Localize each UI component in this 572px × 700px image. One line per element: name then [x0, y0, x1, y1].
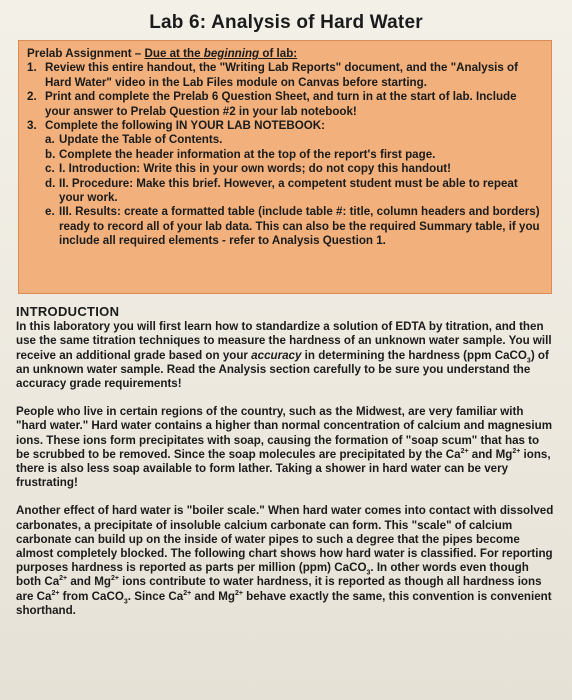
- prelab-item-text: Print and complete the Prelab 6 Question Sheet, and turn in at the start of lab. Include your answer to Prelab Question #2 in your lab notebook!: [45, 90, 517, 118]
- prelab-subitem: [27, 162, 541, 176]
- intro-paragraph-3: [16, 504, 554, 618]
- prelab-subitem-text: Complete the header information at the top of the report's first page.: [59, 147, 436, 161]
- text-run: ions, there is also less soap available to form lather. Taking a shower in hard water can be very frustrating!: [16, 447, 551, 490]
- text-run: ions contribute to water hardness, it is reported as though all hardness ions are Ca: [16, 575, 542, 603]
- prelab-item-number: 3.: [27, 119, 37, 133]
- text-run: People who live in certain regions of the country, such as the Midwest, are very familiar with "hard water." Hard water contains a higher than normal concentration of calcium and magnesium ions. These ions form precipitates with soap, causing the formation of "soap scum" that has to be scrubbed to be removed. Since the soap molecules are precipitated by the Ca: [16, 405, 553, 461]
- prelab-subitem-text: Update the Table of Contents.: [59, 133, 223, 147]
- text-run: and Mg: [191, 589, 235, 603]
- prelab-box: [18, 40, 552, 294]
- subscript: 3: [123, 597, 128, 605]
- intro-paragraph-2: [16, 405, 554, 490]
- prelab-subitem: [27, 205, 541, 248]
- superscript: 2+: [59, 575, 68, 583]
- prelab-subitem-text: II. Procedure: Make this brief. However, a competent student must be able to repeat your work.: [59, 176, 518, 205]
- prelab-item-number: 1.: [27, 61, 37, 75]
- text-run: behave exactly the same, this convention is convenient shorthand.: [16, 589, 552, 617]
- superscript: 2+: [51, 589, 60, 597]
- page-title: Lab 6: Analysis of Hard Water: [149, 12, 423, 33]
- prelab-subitem-letter: e.: [45, 205, 55, 219]
- intro-paragraph-1: [16, 320, 554, 391]
- prelab-subitem-text: III. Results: create a formatted table (include table #: title, column headers and borders) ready to record all of your lab data. This can also be the required Summary table, if you include all required elements - refer to Analysis Question 1.: [59, 205, 540, 248]
- prelab-item-text: Complete the following IN YOUR LAB NOTEBOOK:: [45, 119, 325, 133]
- prelab-item: [27, 90, 541, 119]
- prelab-heading: [27, 47, 541, 61]
- prelab-subitem-letter: a.: [45, 133, 55, 147]
- text-run: from CaCO: [59, 589, 124, 603]
- prelab-item-number: 2.: [27, 90, 37, 104]
- text-run: . In other words even though both Ca: [16, 561, 529, 589]
- text-run: Another effect of hard water is "boiler scale." When hard water comes into contact with dissolved carbonates, a precipitate of insoluble calcium carbonate can form. This "scale" of calcium carbonate can build up on the inside of water pipes to such a degree that the pipes become almost completely blocked. The following chart shows how hard water is classified. For reporting purposes hardness is reported as parts per million (ppm) CaCO: [16, 504, 554, 575]
- emphasis-accuracy: accuracy: [251, 348, 302, 362]
- text-run: and Mg: [67, 575, 111, 589]
- prelab-item: [27, 61, 541, 90]
- subscript: 3: [366, 569, 371, 577]
- introduction-section: [16, 305, 554, 632]
- superscript: 2+: [183, 589, 192, 597]
- prelab-subitem: [27, 133, 541, 147]
- prelab-heading-label: Prelab Assignment –: [27, 47, 145, 60]
- text-run: . Since Ca: [127, 589, 184, 603]
- prelab-item-text: Review this entire handout, the "Writing Lab Reports" document, and the "Analysis of Hard Water" video in the Lab Files module on Canvas before starting.: [45, 61, 518, 89]
- prelab-heading-tail: of lab:: [259, 47, 298, 60]
- superscript: 2+: [234, 589, 243, 597]
- text-run: and Mg: [468, 447, 513, 461]
- subscript: 3: [526, 356, 531, 364]
- prelab-subitem: [27, 148, 541, 162]
- prelab-subitem-letter: b.: [45, 147, 56, 161]
- text-run: ) of an unknown water sample. Read the Analysis section carefully to be sure you understand the accuracy grade requirements!: [16, 348, 549, 391]
- prelab-item: [27, 119, 541, 133]
- prelab-subitem-text: I. Introduction: Write this in your own words; do not copy this handout!: [59, 162, 452, 176]
- prelab-subitem: [27, 177, 541, 206]
- section-heading: INTRODUCTION: [16, 304, 120, 319]
- prelab-heading-beginning: beginning: [203, 47, 260, 60]
- superscript: 2+: [110, 575, 119, 583]
- prelab-heading-due: Due at the: [144, 47, 204, 60]
- superscript: 2+: [460, 447, 469, 455]
- superscript: 2+: [512, 447, 521, 455]
- prelab-subitem-letter: d.: [45, 176, 56, 190]
- prelab-subitem-letter: c.: [45, 162, 55, 176]
- text-run: in determining the hardness (ppm CaCO: [301, 348, 527, 362]
- text-run: In this laboratory you will first learn how to standardize a solution of EDTA by titration, and then use the same titration techniques to measure the hardness of an unknown water sample. You will receive an additional grade based on your: [16, 320, 552, 362]
